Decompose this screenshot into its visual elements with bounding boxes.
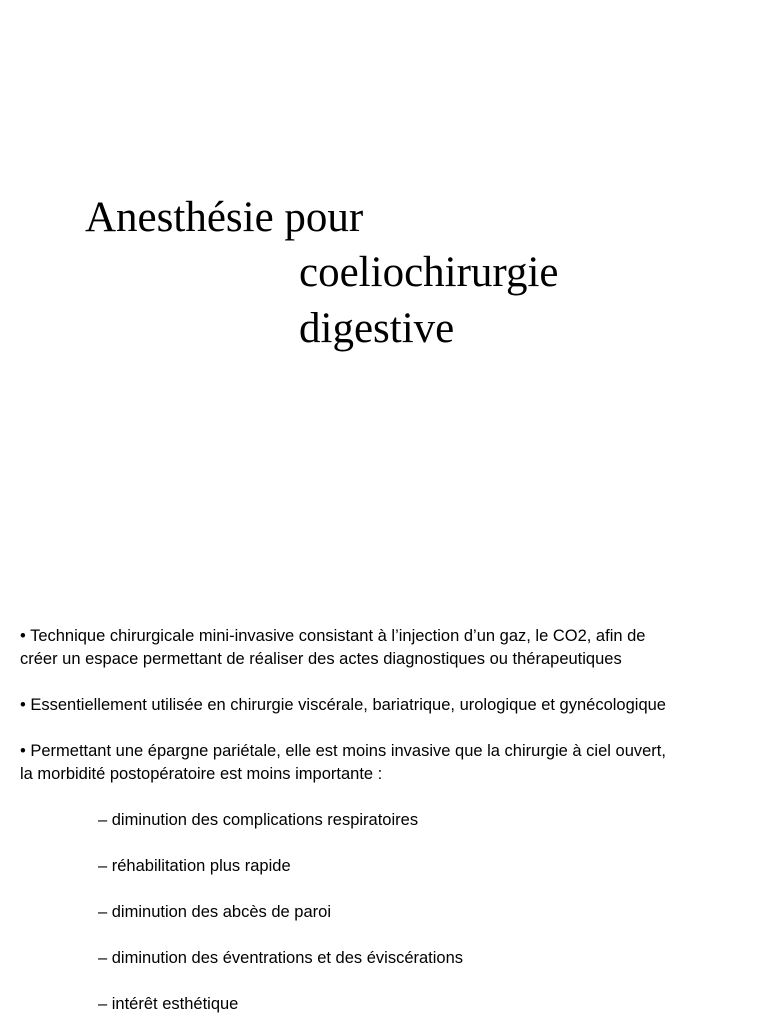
title-line-3: digestive xyxy=(299,305,455,352)
title-line-1: Anesthésie pour xyxy=(85,194,364,241)
bullet-epargne-line-1: • Permettant une épargne pariétale, elle est moins invasive que la chirurgie à ciel ouvert, xyxy=(20,742,666,760)
sub-item-rehabilitation: – réhabilitation plus rapide xyxy=(98,857,291,875)
bullet-epargne-line-2: la morbidité postopératoire est moins importante : xyxy=(20,765,383,783)
title-line-2: coeliochirurgie xyxy=(299,249,559,296)
sub-item-complications: – diminution des complications respiratoires xyxy=(98,811,419,829)
bullet-technique-line-1: • Technique chirurgicale mini-invasive consistant à l’injection d’un gaz, le CO2, afin de xyxy=(20,627,646,645)
sub-item-esthetique: – intérêt esthétique xyxy=(98,995,239,1013)
bullet-technique-line-2: créer un espace permettant de réaliser des actes diagnostiques ou thérapeutiques xyxy=(20,650,622,668)
bullet-usage: • Essentiellement utilisée en chirurgie viscérale, bariatrique, urologique et gynécologique xyxy=(20,696,666,714)
sub-item-abces: – diminution des abcès de paroi xyxy=(98,903,331,921)
sub-item-eventrations: – diminution des éventrations et des éviscérations xyxy=(98,949,464,967)
